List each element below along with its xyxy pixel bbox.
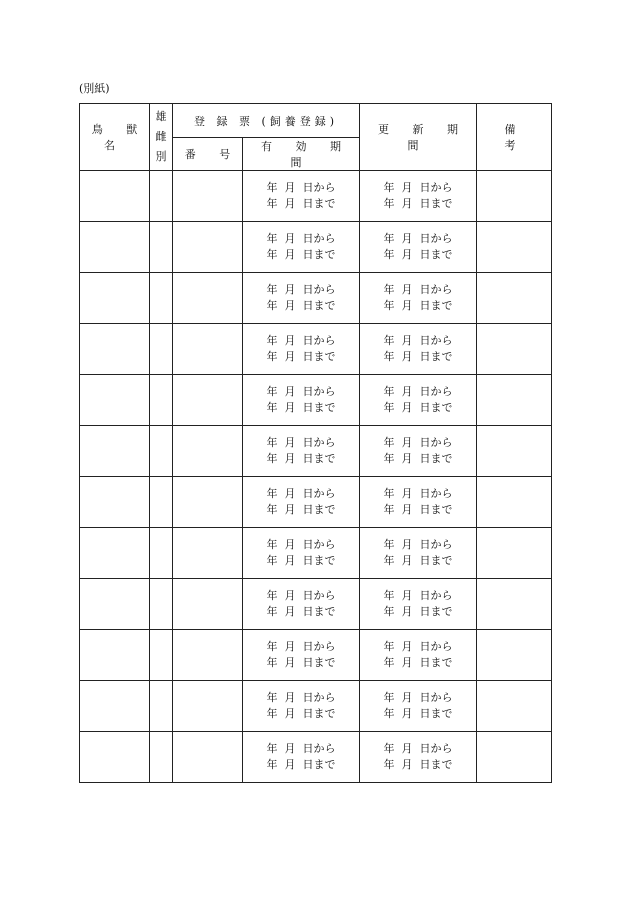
date-until-line: 年 月 日まで: [383, 248, 453, 261]
validity-period-label: 有 効 期 間: [261, 140, 351, 169]
table-row: [80, 273, 552, 324]
validity-period-cell: [243, 732, 360, 783]
number-cell: [173, 273, 243, 324]
sex-cell: [150, 528, 173, 579]
date-range: [267, 741, 336, 773]
validity-period-cell: [243, 222, 360, 273]
species-name-cell: [80, 528, 150, 579]
date-range: [267, 231, 336, 263]
date-range: [384, 486, 453, 518]
date-until-line: 年 月 日まで: [383, 452, 453, 465]
date-from-line: 年 月 日から: [383, 232, 453, 245]
date-range: [384, 741, 453, 773]
remarks-cell: [477, 324, 552, 375]
table-row: [80, 171, 552, 222]
validity-period-cell: [243, 375, 360, 426]
date-until-line: 年 月 日まで: [383, 299, 453, 312]
date-until-line: 年 月 日まで: [266, 197, 336, 210]
date-until-line: 年 月 日まで: [383, 554, 453, 567]
date-range: [384, 690, 453, 722]
date-until-line: 年 月 日まで: [266, 248, 336, 261]
date-until-line: 年 月 日まで: [266, 452, 336, 465]
remarks-cell: [477, 579, 552, 630]
remarks-cell: [477, 222, 552, 273]
table-row: [80, 630, 552, 681]
date-until-line: 年 月 日まで: [383, 503, 453, 516]
species-name-cell: [80, 579, 150, 630]
date-until-line: 年 月 日まで: [383, 605, 453, 618]
validity-period-cell: [243, 324, 360, 375]
remarks-cell: [477, 630, 552, 681]
date-range: [384, 537, 453, 569]
attachment-note: (別紙): [79, 82, 110, 95]
number-cell: [173, 681, 243, 732]
date-until-line: 年 月 日まで: [266, 299, 336, 312]
sex-cell: [150, 171, 173, 222]
table-row: [80, 732, 552, 783]
validity-period-cell: [243, 273, 360, 324]
remarks-cell: [477, 273, 552, 324]
sex-cell: [150, 579, 173, 630]
number-cell: [173, 579, 243, 630]
date-range: [384, 588, 453, 620]
renewal-period-label: 更 新 期 間: [378, 123, 469, 152]
date-until-line: 年 月 日まで: [383, 758, 453, 771]
species-name-cell: [80, 324, 150, 375]
number-header-label: 番 号: [184, 148, 241, 161]
species-name-cell: [80, 273, 150, 324]
date-from-line: 年 月 日から: [383, 487, 453, 500]
renewal-period-cell: [360, 375, 477, 426]
date-range: [384, 282, 453, 314]
sex-cell: [150, 375, 173, 426]
date-range: [267, 180, 336, 212]
date-from-line: 年 月 日から: [266, 487, 336, 500]
date-from-line: 年 月 日から: [266, 334, 336, 347]
species-name-cell: [80, 681, 150, 732]
date-until-line: 年 月 日まで: [383, 707, 453, 720]
remarks-cell: [477, 171, 552, 222]
date-range: [267, 690, 336, 722]
sex-cell: [150, 681, 173, 732]
date-range: [384, 333, 453, 365]
renewal-period-cell: [360, 426, 477, 477]
date-from-line: 年 月 日から: [266, 232, 336, 245]
date-until-line: 年 月 日まで: [266, 503, 336, 516]
validity-period-cell: [243, 477, 360, 528]
date-range: [267, 537, 336, 569]
species-name-cell: [80, 171, 150, 222]
date-until-line: 年 月 日まで: [266, 656, 336, 669]
species-name-cell: [80, 222, 150, 273]
renewal-period-cell: [360, 171, 477, 222]
table-row: [80, 222, 552, 273]
validity-period-cell: [243, 426, 360, 477]
remarks-cell: [477, 426, 552, 477]
species-name-cell: [80, 477, 150, 528]
date-range: [384, 639, 453, 671]
sex-header-char-1: 雄: [155, 110, 167, 123]
date-range: [267, 282, 336, 314]
date-from-line: 年 月 日から: [266, 691, 336, 704]
table-row: [80, 681, 552, 732]
header-row-top: [80, 104, 552, 138]
date-from-line: 年 月 日から: [383, 181, 453, 194]
date-range: [267, 435, 336, 467]
number-cell: [173, 528, 243, 579]
species-name-cell: [80, 426, 150, 477]
number-header: [173, 138, 243, 171]
renewal-period-cell: [360, 528, 477, 579]
date-from-line: 年 月 日から: [383, 538, 453, 551]
sex-cell: [150, 222, 173, 273]
sex-cell: [150, 630, 173, 681]
date-range: [384, 231, 453, 263]
species-name-cell: [80, 375, 150, 426]
date-until-line: 年 月 日まで: [383, 350, 453, 363]
remarks-cell: [477, 681, 552, 732]
date-from-line: 年 月 日から: [266, 640, 336, 653]
date-from-line: 年 月 日から: [383, 385, 453, 398]
species-name-header: [80, 104, 150, 171]
remarks-cell: [477, 732, 552, 783]
validity-period-header: [243, 138, 360, 171]
registration-group-label: 登 録 票 (飼養登録): [193, 114, 339, 128]
date-range: [267, 486, 336, 518]
remarks-cell: [477, 477, 552, 528]
table-row: [80, 477, 552, 528]
remarks-cell: [477, 375, 552, 426]
date-until-line: 年 月 日まで: [266, 350, 336, 363]
validity-period-cell: [243, 681, 360, 732]
renewal-period-cell: [360, 732, 477, 783]
date-range: [267, 384, 336, 416]
date-from-line: 年 月 日から: [383, 640, 453, 653]
validity-period-cell: [243, 630, 360, 681]
table-row: [80, 426, 552, 477]
date-from-line: 年 月 日から: [383, 742, 453, 755]
validity-period-cell: [243, 528, 360, 579]
sex-cell: [150, 732, 173, 783]
date-until-line: 年 月 日まで: [266, 554, 336, 567]
validity-period-cell: [243, 579, 360, 630]
renewal-period-header: [360, 104, 477, 171]
number-cell: [173, 171, 243, 222]
date-from-line: 年 月 日から: [266, 742, 336, 755]
sex-cell: [150, 426, 173, 477]
species-name-cell: [80, 630, 150, 681]
remarks-header: [477, 104, 552, 171]
date-until-line: 年 月 日まで: [383, 197, 453, 210]
date-range: [384, 180, 453, 212]
renewal-period-cell: [360, 324, 477, 375]
number-cell: [173, 477, 243, 528]
date-range: [384, 435, 453, 467]
species-name-header-label: 鳥 獣 名: [91, 123, 148, 152]
number-cell: [173, 732, 243, 783]
date-until-line: 年 月 日まで: [266, 605, 336, 618]
number-cell: [173, 375, 243, 426]
date-from-line: 年 月 日から: [383, 334, 453, 347]
table-row: [80, 579, 552, 630]
date-from-line: 年 月 日から: [266, 283, 336, 296]
date-from-line: 年 月 日から: [383, 691, 453, 704]
registration-group-header: [173, 104, 360, 138]
sex-cell: [150, 324, 173, 375]
date-from-line: 年 月 日から: [266, 589, 336, 602]
remarks-label: 備 考: [504, 123, 538, 152]
remarks-cell: [477, 528, 552, 579]
date-from-line: 年 月 日から: [383, 283, 453, 296]
date-range: [267, 588, 336, 620]
date-range: [267, 333, 336, 365]
sex-cell: [150, 273, 173, 324]
date-until-line: 年 月 日まで: [383, 656, 453, 669]
sex-header-char-2: 雌: [155, 130, 167, 143]
renewal-period-cell: [360, 477, 477, 528]
date-range: [267, 639, 336, 671]
date-from-line: 年 月 日から: [383, 589, 453, 602]
sex-header: [150, 104, 173, 171]
renewal-period-cell: [360, 222, 477, 273]
registration-table: [79, 103, 552, 783]
date-range: [384, 384, 453, 416]
renewal-period-cell: [360, 579, 477, 630]
renewal-period-cell: [360, 630, 477, 681]
date-from-line: 年 月 日から: [266, 538, 336, 551]
date-until-line: 年 月 日まで: [266, 707, 336, 720]
table-row: [80, 528, 552, 579]
sex-cell: [150, 477, 173, 528]
renewal-period-cell: [360, 273, 477, 324]
number-cell: [173, 324, 243, 375]
date-until-line: 年 月 日まで: [383, 401, 453, 414]
validity-period-cell: [243, 171, 360, 222]
renewal-period-cell: [360, 681, 477, 732]
table-row: [80, 324, 552, 375]
species-name-cell: [80, 732, 150, 783]
date-from-line: 年 月 日から: [266, 436, 336, 449]
date-until-line: 年 月 日まで: [266, 758, 336, 771]
date-from-line: 年 月 日から: [266, 385, 336, 398]
number-cell: [173, 222, 243, 273]
number-cell: [173, 630, 243, 681]
date-from-line: 年 月 日から: [266, 181, 336, 194]
date-until-line: 年 月 日まで: [266, 401, 336, 414]
sex-header-char-3: 別: [155, 150, 167, 163]
date-from-line: 年 月 日から: [383, 436, 453, 449]
number-cell: [173, 426, 243, 477]
table-row: [80, 375, 552, 426]
